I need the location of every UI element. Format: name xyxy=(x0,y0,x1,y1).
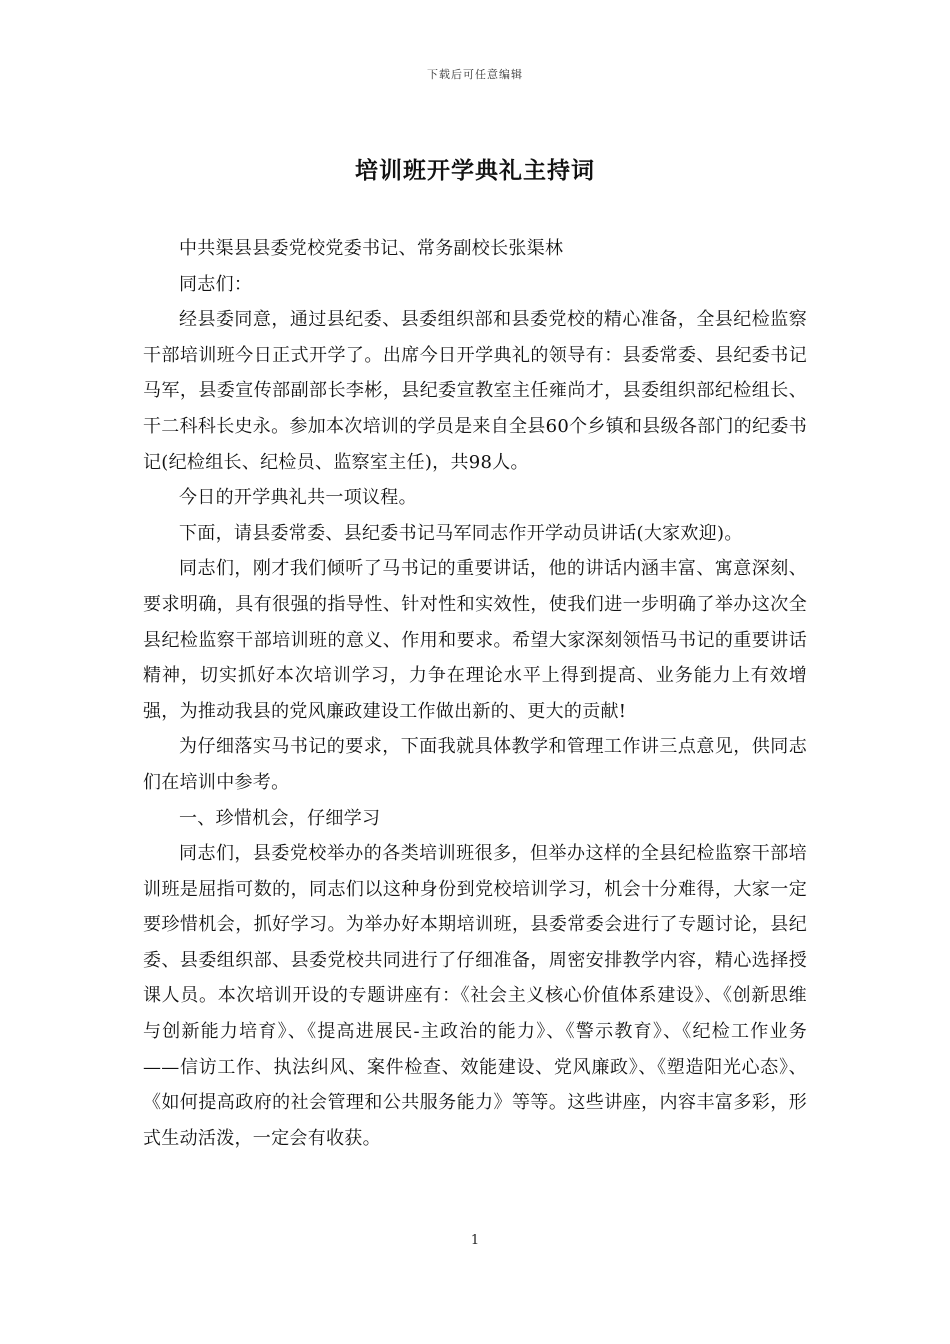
section-heading: 一、珍惜机会，仔细学习 xyxy=(179,807,381,829)
paragraph: 下面，请县委常委、县纪委书记马军同志作开学动员讲话(大家欢迎)。 xyxy=(179,522,743,544)
author-line: 中共渠县县委党校党委书记、常务副校长张渠林 xyxy=(179,238,564,259)
paragraph: 为仔细落实马书记的要求，下面我就具体教学和管理工作讲三点意见，供同志们在培训中参考。 xyxy=(143,736,807,793)
page-number: 1 xyxy=(470,1233,480,1248)
paragraph: 同志们，县委党校举办的各类培训班很多，但举办这样的全县纪检监察干部培训班是屈指可数的，同志们以这种身份到党校培训学习，机会十分难得，大家一定要珍惜机会，抓好学习。为举办好本期培训班，县委常委会进行了专题讨论，县纪委、县委组织部、县委党校共同进行了仔细准备，周密安排教学内容，精心选择授课人员。本次培训开设的专题讲座有：《社会主义核心价值体系建设》、《创新思维与创新能力培育》、《提高进展民-主政治的能力》、《警示教育》、《纪检工作业务——信访工作、执法纠风、案件检查、效能建设、党风廉政》、《塑造阳光心态》、《如何提高政府的社会管理和公共服务能力》等等。这些讲座，内容丰富多彩，形式生动活泼，一定会有收获。 xyxy=(143,843,807,1149)
salutation: 同志们： xyxy=(179,273,253,295)
header-note: 下载后可任意编辑 xyxy=(427,68,523,81)
paragraph: 今日的开学典礼共一项议程。 xyxy=(179,487,417,509)
document-body xyxy=(143,231,807,1156)
paragraph: 经县委同意，通过县纪委、县委组织部和县委党校的精心准备，全县纪检监察干部培训班今日正式开学了。出席今日开学典礼的领导有：县委常委、县纪委书记马军，县委宣传部副部长李彬，县纪委宣教室主任雍尚才，县委组织部纪检组长、干二科科长史永。参加本次培训的学员是来自全县60个乡镇和县级各部门的纪委书记(纪检组长、纪检员、监察室主任)，共98人。 xyxy=(143,309,808,473)
document-title: 培训班开学典礼主持词 xyxy=(355,157,595,184)
paragraph: 同志们，刚才我们倾听了马书记的重要讲话，他的讲话内涵丰富、寓意深刻、要求明确，具有很强的指导性、针对性和实效性，使我们进一步明确了举办这次全县纪检监察干部培训班的意义、作用和要求。希望大家深刻领悟马书记的重要讲话精神，切实抓好本次培训学习，力争在理论水平上得到提高、业务能力上有效增强，为推动我县的党风廉政建设工作做出新的、更大的贡献! xyxy=(143,558,807,722)
